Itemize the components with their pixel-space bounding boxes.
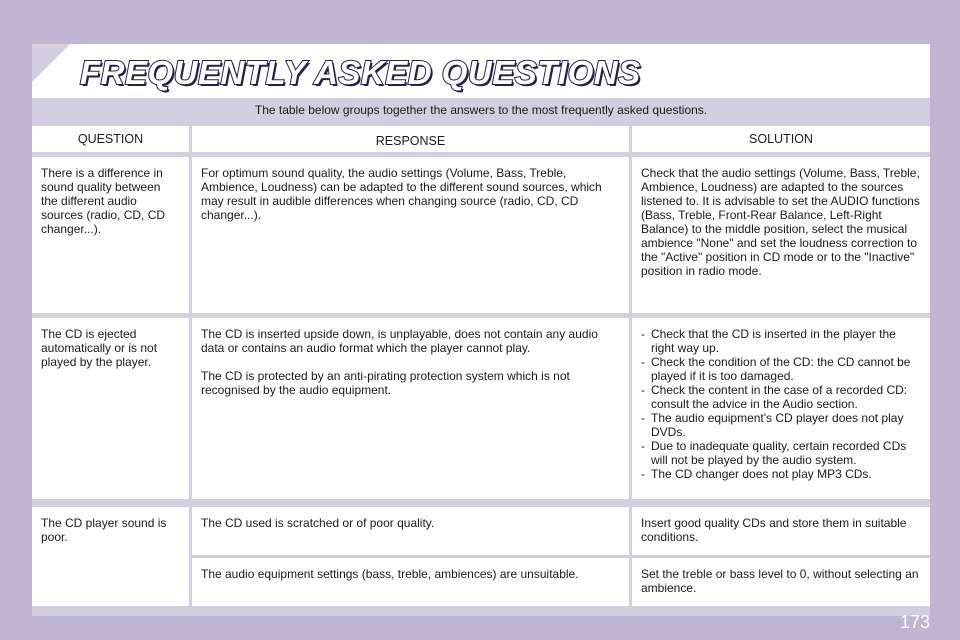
row1-question-cell [32, 157, 189, 313]
header-solution: SOLUTION [632, 126, 930, 152]
solution-item: - The audio equipment's CD player does not play DVDs. [641, 411, 921, 439]
row3b-response: The audio equipment settings (bass, treble, ambiences) are unsuitable. [201, 567, 579, 581]
row2-question-cell [32, 318, 189, 499]
header-question: QUESTION [32, 126, 189, 152]
solution-item: - Check the content in the case of a recorded CD: consult the advice in the Audio section. [641, 383, 921, 411]
solution-item: - Due to inadequate quality, certain recorded CDs will not be played by the audio system. [641, 439, 921, 467]
row3-question-cell [32, 507, 189, 606]
row3-question: The CD player sound is poor. [41, 516, 167, 544]
row2-solution-list [641, 327, 921, 481]
row3a-response: The CD used is scratched or of poor quality. [201, 516, 435, 530]
row1-solution-cell [632, 157, 930, 313]
row1-response-cell [192, 157, 629, 313]
row2-solution-cell [632, 318, 930, 499]
row3a-solution: Insert good quality CDs and store them in suitable conditions. [641, 516, 907, 544]
row2-response-para: The CD is inserted upside down, is unplayable, does not contain any audio data or contains an audio format which the player cannot play. [201, 327, 598, 355]
row1-solution: Check that the audio settings (Volume, Bass, Treble, Ambience, Loudness) are adapted to the sources listened to. It is advisable to set the AUDIO functions (Bass, Treble, Front-Rear Balance, Left-Right Balance) to the middle position, select the musical ambience "None" and set the loudness correction to the "Active" position in CD mode or to the "Inactive" position in radio mode. [641, 166, 920, 278]
row1-response: For optimum sound quality, the audio settings (Volume, Bass, Treble, Ambience, Loudness) can be adapted to the different sound sources, which may result in audible differences when changing source (radio, CD, CD changer...). [201, 166, 602, 222]
solution-item: - Check that the CD is inserted in the player the right way up. [641, 327, 921, 355]
row3b-solution-cell [632, 558, 930, 606]
row1-question: There is a difference in sound quality between the different audio sources (radio, CD, CD changer...). [41, 166, 166, 236]
solution-item: - The CD changer does not play MP3 CDs. [641, 467, 921, 481]
row3b-response-cell [192, 558, 629, 606]
row3a-solution-cell [632, 507, 930, 555]
page-number: 173 [899, 612, 930, 632]
page-title: FREQUENTLY ASKED QUESTIONS [80, 54, 641, 91]
row2-response-para: The CD is protected by an anti-pirating protection system which is not recognised by the audio equipment. [201, 369, 570, 397]
solution-item: - Check the condition of the CD: the CD cannot be played if it is too damaged. [641, 355, 921, 383]
header-response: RESPONSE [192, 126, 629, 152]
row2-question: The CD is ejected automatically or is not played by the player. [41, 327, 158, 369]
row2-response-cell [192, 318, 629, 499]
row3b-solution: Set the treble or bass level to 0, without selecting an ambience. [641, 567, 919, 595]
row3a-response-cell [192, 507, 629, 555]
intro-text: The table below groups together the answers to the most frequently asked questions. [32, 98, 930, 122]
